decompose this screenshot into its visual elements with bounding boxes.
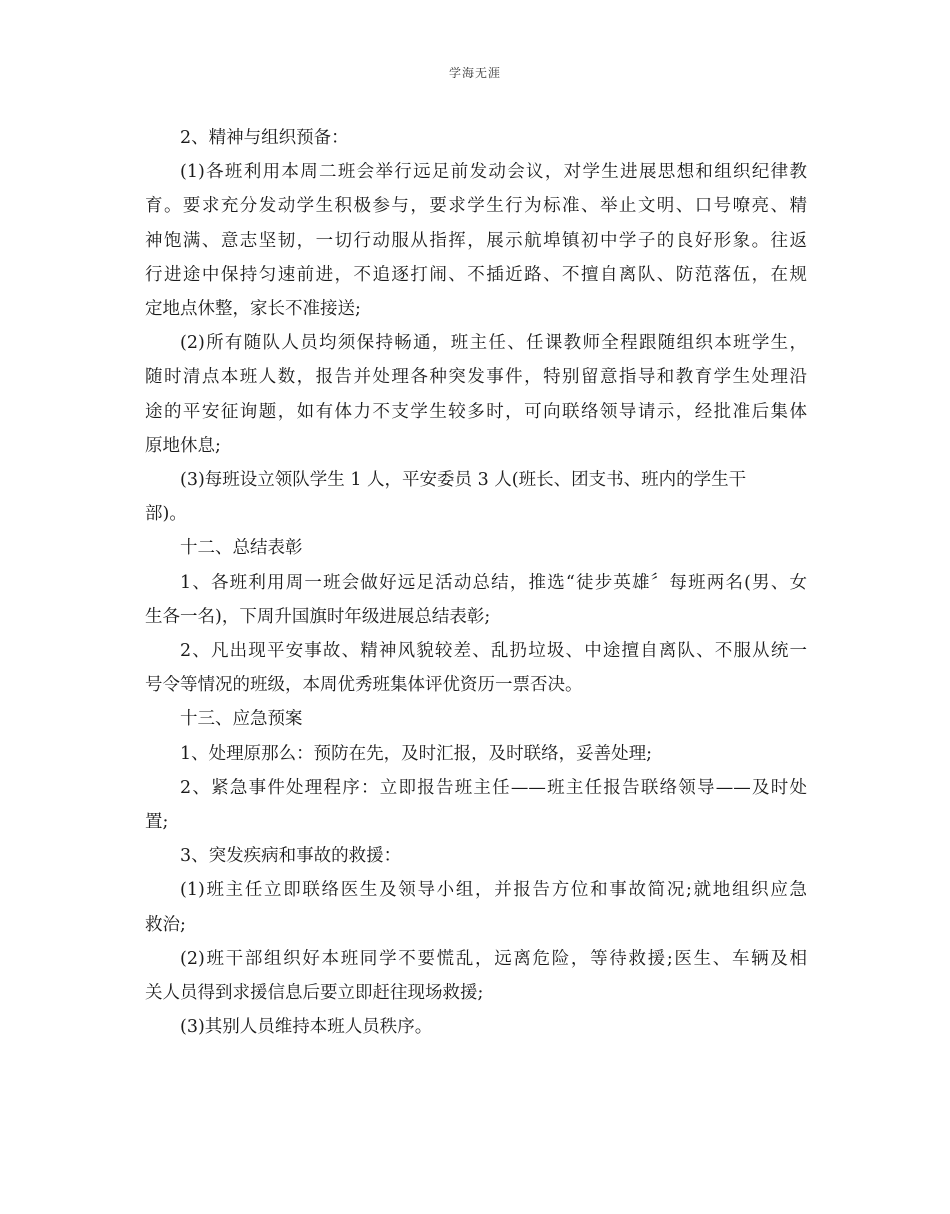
text-line: (3)每班设立领队学生 1 人，平安委员 3 人(班长、团支书、班内的学生干 bbox=[180, 470, 747, 491]
text-line: 行进途中保持匀速前进，不追逐打闹、不插近路、不擅自离队、防范落伍，在规 bbox=[145, 264, 807, 285]
text-line: (3)其别人员维持本班人员秩序。 bbox=[180, 1017, 433, 1038]
section-heading bbox=[145, 702, 807, 736]
text-line: 十二、总结表彰 bbox=[180, 538, 303, 559]
text-line: 2、紧急事件处理程序：立即报告班主任——班主任报告联络领导——及时处 bbox=[180, 777, 807, 798]
text-line: 十三、应急预案 bbox=[180, 709, 303, 730]
section-heading bbox=[145, 531, 807, 565]
text-line: 生各一名)，下周升国旗时年级进展总结表彰; bbox=[145, 606, 491, 627]
text-line: (2)班干部组织好本班同学不要慌乱，远离危险，等待救援;医生、车辆及相 bbox=[180, 948, 807, 969]
text-line: 神饱满、意志坚韧，一切行动服从指挥，展示航埠镇初中学子的良好形象。往返 bbox=[145, 230, 807, 251]
text-line: 途的平安征询题，如有体力不支学生较多时，可向联络领导请示，经批准后集体 bbox=[145, 401, 807, 422]
page-header: 学海无涯 bbox=[448, 66, 501, 80]
text-line: 2、凡出现平安事故、精神风貌较差、乱扔垃圾、中途擅自离队、不服从统一 bbox=[180, 641, 807, 662]
text-line: 部)。 bbox=[145, 504, 187, 525]
paragraph bbox=[145, 942, 807, 1010]
text-line: 2、精神与组织预备： bbox=[180, 128, 349, 148]
paragraph bbox=[145, 566, 807, 634]
text-line: 1、处理原那么：预防在先，及时汇报，及时联络，妥善处理; bbox=[180, 743, 653, 764]
text-line: 随时清点本班人数，报告并处理各种突发事件，特别留意指导和教育学生处理沿 bbox=[145, 367, 807, 388]
paragraph bbox=[145, 463, 807, 531]
paragraph bbox=[145, 121, 807, 155]
text-line: 原地休息; bbox=[145, 435, 221, 456]
paragraph bbox=[145, 634, 807, 702]
text-line: 关人员得到求援信息后要立即赶往现场救援; bbox=[145, 983, 484, 1004]
text-line: (2)所有随队人员均须保持畅通，班主任、任课教师全程跟随组织本班学生， bbox=[180, 333, 807, 354]
paragraph bbox=[145, 1010, 807, 1044]
text-line: 定地点休整，家长不准接送; bbox=[145, 299, 361, 320]
paragraph bbox=[145, 839, 807, 873]
paragraph bbox=[145, 155, 807, 326]
paragraph bbox=[145, 771, 807, 839]
text-line: 号令等情况的班级，本周优秀班集体评优资历一票否决。 bbox=[145, 675, 583, 696]
text-line: 救治; bbox=[145, 914, 186, 935]
text-line: 育。要求充分发动学生积极参与，要求学生行为标准、举止文明、口号嘹亮、精 bbox=[145, 196, 807, 217]
text-line: 1、各班利用周一班会做好远足活动总结，推选“徒步英雄〞每班两名(男、女 bbox=[180, 572, 807, 593]
text-line: (1)班主任立即联络医生及领导小组，并报告方位和事故简况;就地组织应急 bbox=[180, 880, 807, 901]
paragraph bbox=[145, 326, 807, 463]
document-body bbox=[145, 121, 807, 1044]
paragraph bbox=[145, 737, 807, 771]
text-line: 置; bbox=[145, 812, 169, 833]
text-line: (1)各班利用本周二班会举行远足前发动会议，对学生进展思想和组织纪律教 bbox=[180, 162, 807, 183]
text-line: 3、突发疾病和事故的救援： bbox=[180, 846, 402, 867]
paragraph bbox=[145, 873, 807, 941]
